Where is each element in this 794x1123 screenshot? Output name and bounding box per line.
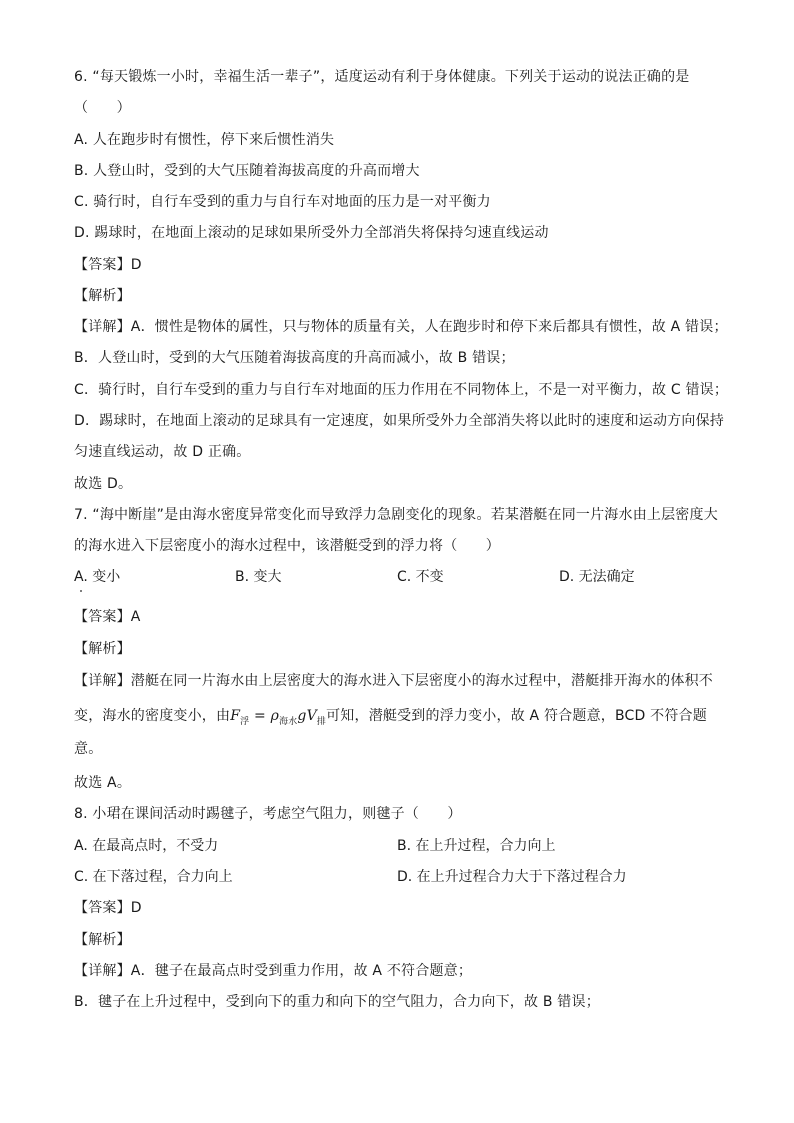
q6-answer: 【答案】D bbox=[74, 257, 142, 273]
q8-stem: 8. 小珺在课间活动时踢毽子，考虑空气阻力，则毽子（ ） bbox=[74, 806, 462, 822]
q6-stem-line1: 6. “每天锻炼一小时，幸福生活一辈子”，适度运动有利于身体健康。下列关于运动的说法正确的是 bbox=[74, 69, 690, 85]
q7-option-c: C. 不变 bbox=[397, 569, 444, 585]
q6-detail-line4: D．踢球时，在地面上滚动的足球具有一定速度，如果所受外力全部消失将以此时的速度和运动方向保持 bbox=[74, 413, 724, 429]
q7-detail-line2-pre: 变，海水的密度变小，由 bbox=[74, 708, 231, 724]
formula-f: F bbox=[230, 708, 241, 724]
q6-option-b: B. 人登山时，受到的大气压随着海拔高度的升高而增大 bbox=[74, 163, 420, 179]
q8-detail-line1: 【详解】A．毽子在最高点时受到重力作用，故 A 不符合题意； bbox=[74, 963, 473, 979]
q7-option-d: D. 无法确定 bbox=[559, 569, 635, 585]
formula-rho-sub: 海水 bbox=[279, 716, 298, 727]
buoyancy-formula bbox=[230, 708, 327, 727]
stray-dot bbox=[80, 590, 82, 592]
q8-option-c: C. 在下落过程，合力向上 bbox=[74, 869, 233, 885]
q7-option-a: A. 变小 bbox=[74, 569, 121, 585]
q6-detail-line1: 【详解】A．惯性是物体的属性，只与物体的质量有关，人在跑步时和停下来后都具有惯性，故 A 错误； bbox=[74, 319, 728, 335]
q7-stem-line1: 7. “海中断崖”是由海水密度异常变化而导致浮力急剧变化的现象。若某潜艇在同一片海水由上层密度大 bbox=[74, 507, 718, 523]
q6-option-d: D. 踢球时，在地面上滚动的足球如果所受外力全部消失将保持匀速直线运动 bbox=[74, 225, 549, 241]
formula-eq: = bbox=[249, 708, 271, 724]
q7-detail-line3: 意。 bbox=[74, 741, 103, 757]
q8-option-b: B. 在上升过程，合力向上 bbox=[397, 838, 556, 854]
q6-detail-line5: 匀速直线运动，故 D 正确。 bbox=[74, 444, 251, 460]
q7-option-b: B. 变大 bbox=[235, 569, 282, 585]
q8-option-a: A. 在最高点时，不受力 bbox=[74, 838, 219, 854]
q6-stem-line2: （ ） bbox=[74, 100, 131, 116]
q6-option-c: C. 骑行时，自行车受到的重力与自行车对地面的压力是一对平衡力 bbox=[74, 194, 491, 210]
q7-detail-line1: 【详解】潜艇在同一片海水由上层密度大的海水进入下层密度小的海水过程中，潜艇排开海水的体积不 bbox=[74, 673, 713, 689]
formula-f-sub: 浮 bbox=[240, 716, 250, 727]
q6-detail-line3: C．骑行时，自行车受到的重力与自行车对地面的压力作用在不同物体上，不是一对平衡力，故 C 错误； bbox=[74, 382, 729, 398]
q8-answer: 【答案】D bbox=[74, 900, 142, 916]
q7-answer: 【答案】A bbox=[74, 609, 141, 625]
formula-v: V bbox=[306, 708, 317, 724]
q7-detail-line2 bbox=[74, 707, 707, 731]
q6-conclusion: 故选 D。 bbox=[74, 476, 133, 492]
q6-detail-line2: B．人登山时，受到的大气压随着海拔高度的升高而减小，故 B 错误； bbox=[74, 350, 515, 366]
q6-analysis-label: 【解析】 bbox=[74, 288, 131, 304]
formula-rho: ρ bbox=[270, 708, 279, 724]
q7-stem-line2: 的海水进入下层密度小的海水过程中，该潜艇受到的浮力将（ ） bbox=[74, 538, 500, 554]
q8-analysis-label: 【解析】 bbox=[74, 932, 131, 948]
q7-conclusion: 故选 A。 bbox=[74, 775, 132, 791]
q6-option-a: A. 人在跑步时有惯性，停下来后惯性消失 bbox=[74, 132, 335, 148]
formula-v-sub: 排 bbox=[316, 716, 327, 727]
q8-option-d: D. 在上升过程合力大于下落过程合力 bbox=[397, 869, 627, 885]
q8-detail-line2: B．毽子在上升过程中，受到向下的重力和向下的空气阻力，合力向下，故 B 错误； bbox=[74, 994, 600, 1010]
q7-detail-line2-post: 可知，潜艇受到的浮力变小，故 A 符合题意，BCD 不符合题 bbox=[326, 708, 707, 724]
q7-analysis-label: 【解析】 bbox=[74, 641, 131, 657]
formula-g: g bbox=[297, 708, 307, 724]
